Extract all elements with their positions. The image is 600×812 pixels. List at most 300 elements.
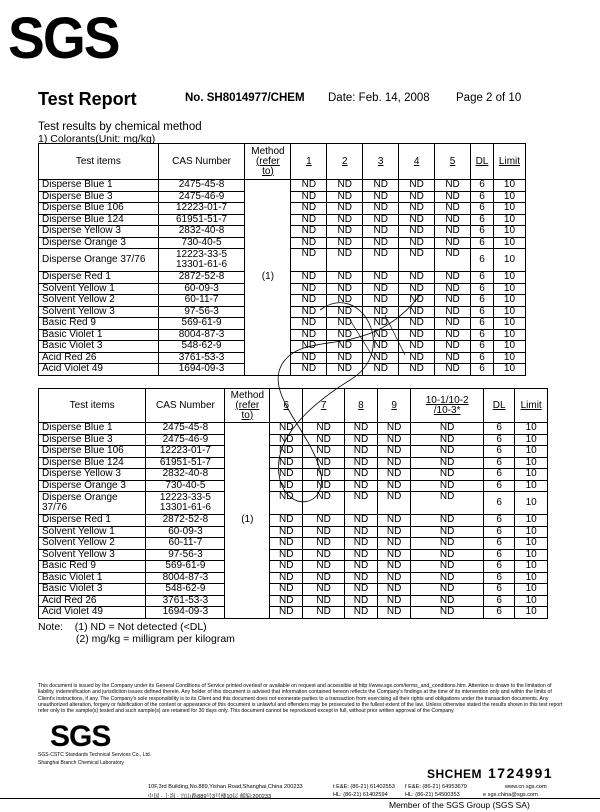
section-title: Test results by chemical method bbox=[38, 121, 202, 133]
test-item-name: Disperse Blue 124 bbox=[39, 457, 146, 469]
detection-limit: 6 bbox=[484, 434, 515, 446]
test-item-name: Disperse Blue 124 bbox=[39, 214, 159, 226]
test-item-name: Disperse Blue 106 bbox=[39, 203, 159, 215]
header-test-items: Test items bbox=[39, 389, 146, 423]
result-cell: ND bbox=[363, 226, 399, 238]
cas-value: 60-11-7 bbox=[184, 294, 219, 306]
address-english: 10F,3rd Building,No.889,Yishan Road,Shanghai,China 200233 bbox=[148, 784, 303, 790]
result-cell: ND bbox=[270, 457, 303, 469]
result-cell: ND bbox=[378, 595, 411, 607]
test-item-name: Basic Violet 1 bbox=[39, 572, 146, 584]
note-1: Note: (1) ND = Not detected (<DL) bbox=[38, 621, 207, 633]
cas-value: 61951-51-7 bbox=[159, 456, 211, 468]
result-cell: ND bbox=[303, 515, 344, 527]
result-cell: ND bbox=[344, 480, 377, 492]
detection-limit: 6 bbox=[484, 572, 515, 584]
result-cell: ND bbox=[270, 561, 303, 573]
cas-number bbox=[158, 203, 245, 215]
result-cell: ND bbox=[378, 572, 411, 584]
detection-limit: 6 bbox=[471, 237, 494, 249]
address-chinese: 中国 · 上海 · 宜山路889号3号楼10层 邮编:200233 bbox=[148, 794, 272, 800]
cas-number bbox=[158, 214, 245, 226]
result-cell: ND bbox=[378, 492, 411, 515]
detection-limit: 6 bbox=[484, 446, 515, 458]
result-cell: ND bbox=[303, 584, 344, 596]
report-title: Test Report bbox=[38, 89, 137, 109]
result-cell: ND bbox=[399, 318, 435, 330]
test-item-name: Disperse Orange 37/76 bbox=[39, 249, 159, 272]
limit-value: 10 bbox=[493, 180, 525, 192]
detection-limit: 6 bbox=[471, 364, 494, 376]
result-cell: ND bbox=[291, 180, 327, 192]
result-cell: ND bbox=[344, 423, 377, 435]
result-cell: ND bbox=[399, 226, 435, 238]
result-cell: ND bbox=[291, 203, 327, 215]
result-cell: ND bbox=[270, 423, 303, 435]
result-cell: ND bbox=[344, 549, 377, 561]
result-cell: ND bbox=[378, 480, 411, 492]
result-cell: ND bbox=[363, 306, 399, 318]
result-cell: ND bbox=[303, 434, 344, 446]
cas-value: 3761-53-3 bbox=[178, 351, 225, 363]
result-cell: ND bbox=[411, 492, 484, 515]
result-cell: ND bbox=[344, 607, 377, 619]
detection-limit: 6 bbox=[484, 526, 515, 538]
cas-number bbox=[158, 249, 245, 272]
test-item-name: Disperse Red 1 bbox=[39, 515, 146, 527]
result-cell: ND bbox=[399, 180, 435, 192]
result-cell: ND bbox=[327, 364, 363, 376]
result-cell: ND bbox=[327, 283, 363, 295]
cas-number bbox=[146, 538, 225, 550]
result-cell: ND bbox=[327, 272, 363, 284]
result-cell: ND bbox=[291, 191, 327, 203]
result-cell: ND bbox=[344, 492, 377, 515]
detection-limit: 6 bbox=[471, 272, 494, 284]
result-cell: ND bbox=[363, 249, 399, 272]
detection-limit: 6 bbox=[471, 226, 494, 238]
limit-value: 10 bbox=[493, 318, 525, 330]
limit-value: 10 bbox=[493, 283, 525, 295]
result-cell: ND bbox=[435, 237, 471, 249]
table-row bbox=[39, 561, 548, 573]
result-cell: ND bbox=[291, 237, 327, 249]
detection-limit: 6 bbox=[484, 584, 515, 596]
limit-value: 10 bbox=[515, 584, 548, 596]
limit-value: 10 bbox=[515, 549, 548, 561]
result-cell: ND bbox=[411, 561, 484, 573]
result-cell: ND bbox=[291, 329, 327, 341]
result-cell: ND bbox=[291, 272, 327, 284]
header-test-items: Test items bbox=[39, 144, 159, 180]
header-cas-number: CAS Number bbox=[158, 144, 245, 180]
result-cell: ND bbox=[303, 526, 344, 538]
result-cell: ND bbox=[399, 191, 435, 203]
cas-number bbox=[158, 180, 245, 192]
header-col-7: 7 bbox=[303, 389, 344, 423]
limit-value: 10 bbox=[493, 226, 525, 238]
result-cell: ND bbox=[363, 352, 399, 364]
result-cell: ND bbox=[378, 515, 411, 527]
test-item-name: Solvent Yellow 1 bbox=[39, 283, 159, 295]
header-col-1: 1 bbox=[291, 144, 327, 180]
limit-value: 10 bbox=[493, 237, 525, 249]
result-cell: ND bbox=[344, 446, 377, 458]
result-cell: ND bbox=[303, 423, 344, 435]
cas-value: 2832-40-8 bbox=[178, 225, 225, 237]
result-cell: ND bbox=[399, 341, 435, 353]
result-cell: ND bbox=[378, 538, 411, 550]
header-col-3: 3 bbox=[363, 144, 399, 180]
result-cell: ND bbox=[270, 434, 303, 446]
result-cell: ND bbox=[411, 515, 484, 527]
result-cell: ND bbox=[411, 480, 484, 492]
website: www.cn.sgs.com bbox=[505, 784, 547, 790]
result-cell: ND bbox=[378, 607, 411, 619]
result-cell: ND bbox=[344, 469, 377, 481]
cas-number bbox=[146, 526, 225, 538]
limit-value: 10 bbox=[515, 446, 548, 458]
test-item-name: Solvent Yellow 2 bbox=[39, 295, 159, 307]
result-cell: ND bbox=[435, 191, 471, 203]
header-col-8: 8 bbox=[344, 389, 377, 423]
result-cell: ND bbox=[399, 329, 435, 341]
result-cell: ND bbox=[270, 480, 303, 492]
result-cell: ND bbox=[344, 457, 377, 469]
header-cas-number: CAS Number bbox=[146, 389, 225, 423]
result-cell: ND bbox=[291, 318, 327, 330]
result-cell: ND bbox=[411, 538, 484, 550]
result-cell: ND bbox=[291, 249, 327, 272]
detection-limit: 6 bbox=[471, 329, 494, 341]
result-cell: ND bbox=[303, 457, 344, 469]
limit-value: 10 bbox=[493, 341, 525, 353]
test-item-name: Disperse Orange 3 bbox=[39, 480, 146, 492]
result-cell: ND bbox=[327, 352, 363, 364]
method-reference: (1) bbox=[225, 423, 270, 619]
lab-reference: SHCHEM 1724991 bbox=[427, 765, 554, 781]
result-cell: ND bbox=[327, 329, 363, 341]
result-cell: ND bbox=[270, 446, 303, 458]
telephone-2: HL: (86-21) 61402594 bbox=[333, 792, 388, 798]
result-cell: ND bbox=[411, 469, 484, 481]
cas-number bbox=[158, 237, 245, 249]
cas-value-2: 13301-61-6 bbox=[159, 502, 211, 513]
header-col-4: 4 bbox=[399, 144, 435, 180]
table-row bbox=[39, 595, 548, 607]
limit-value: 10 bbox=[493, 295, 525, 307]
disclaimer-text: This document is issued by the Company under its General Conditions of Service printed overleaf or available on request and accessible at http://www.sgs.com/terms_and_conditions.htm. Attention is drawn to the limitation of liability, indemnification and jurisdiction issues defined therein. Any holder of this document is advised that information contained hereon reflects the Company's findings at the time of its intervention only and within the limits of Client's instructions, if any. The Company's sole responsibility is to its Client and this document does not exonerate parties to a transaction from exercising all their rights and obligations under the transaction documents. Any unauthorized alteration, forgery or falsification of the content or appearance of this document is unlawful and offenders may be prosecuted to the fullest extent of the law. Unless otherwise stated the results shown in this test report refer only to the sample(s) tested and such sample(s) are retained for 30 days only. This document cannot be reproduced except in full, without prior written approval of the Company. bbox=[38, 683, 563, 715]
company-seal bbox=[38, 720, 152, 766]
result-cell: ND bbox=[344, 515, 377, 527]
result-cell: ND bbox=[327, 237, 363, 249]
header-limit: Limit bbox=[493, 144, 525, 180]
result-cell: ND bbox=[435, 249, 471, 272]
seal-line-1: SGS-CSTC Standards Technical Services Co., Ltd. bbox=[38, 752, 152, 758]
cas-value: 1694-09-3 bbox=[162, 606, 209, 618]
limit-value: 10 bbox=[515, 434, 548, 446]
cas-value: 2475-45-8 bbox=[162, 422, 209, 434]
result-cell: ND bbox=[378, 526, 411, 538]
header-dl: DL bbox=[484, 389, 515, 423]
limit-value: 10 bbox=[493, 214, 525, 226]
result-cell: ND bbox=[363, 214, 399, 226]
result-cell: ND bbox=[344, 526, 377, 538]
header-col-2: 2 bbox=[327, 144, 363, 180]
test-item-name: Solvent Yellow 3 bbox=[39, 549, 146, 561]
result-cell: ND bbox=[363, 180, 399, 192]
cas-value: 60-11-7 bbox=[168, 537, 203, 549]
report-date: Date: Feb. 14, 2008 bbox=[328, 92, 430, 104]
test-item-name: Basic Violet 3 bbox=[39, 341, 159, 353]
cas-value: 2475-45-8 bbox=[178, 179, 225, 191]
result-cell: ND bbox=[435, 341, 471, 353]
header-method: Method (refer to) bbox=[245, 144, 291, 180]
test-item-name: Disperse Blue 3 bbox=[39, 434, 146, 446]
result-cell: ND bbox=[411, 572, 484, 584]
result-cell: ND bbox=[291, 214, 327, 226]
result-cell: ND bbox=[399, 237, 435, 249]
limit-value: 10 bbox=[493, 329, 525, 341]
cas-number bbox=[146, 549, 225, 561]
result-cell: ND bbox=[378, 434, 411, 446]
table-row bbox=[39, 549, 548, 561]
detection-limit: 6 bbox=[471, 318, 494, 330]
table-row bbox=[39, 538, 548, 550]
result-cell: ND bbox=[363, 272, 399, 284]
result-cell: ND bbox=[399, 306, 435, 318]
cas-number bbox=[158, 226, 245, 238]
result-cell: ND bbox=[344, 584, 377, 596]
result-cell: ND bbox=[411, 423, 484, 435]
cas-number bbox=[146, 561, 225, 573]
table-row bbox=[39, 607, 548, 619]
test-item-name: Disperse Orange 37/76 bbox=[39, 492, 146, 515]
result-cell: ND bbox=[435, 180, 471, 192]
test-item-name: Acid Violet 49 bbox=[39, 607, 146, 619]
note-2: (2) mg/kg = milligram per kilogram bbox=[38, 633, 235, 645]
result-cell: ND bbox=[291, 364, 327, 376]
cas-number bbox=[158, 191, 245, 203]
result-cell: ND bbox=[344, 595, 377, 607]
result-cell: ND bbox=[399, 249, 435, 272]
result-cell: ND bbox=[363, 341, 399, 353]
limit-value: 10 bbox=[493, 352, 525, 364]
cas-value: 60-09-3 bbox=[168, 525, 203, 537]
table-row bbox=[39, 180, 526, 192]
table-row bbox=[39, 572, 548, 584]
result-cell: ND bbox=[327, 226, 363, 238]
result-cell: ND bbox=[378, 469, 411, 481]
cas-number bbox=[146, 572, 225, 584]
header-dl: DL bbox=[471, 144, 494, 180]
detection-limit: 6 bbox=[471, 180, 494, 192]
result-cell: ND bbox=[399, 295, 435, 307]
test-item-name: Basic Violet 3 bbox=[39, 584, 146, 596]
test-item-name: Acid Red 26 bbox=[39, 352, 159, 364]
detection-limit: 6 bbox=[484, 515, 515, 527]
result-cell: ND bbox=[411, 584, 484, 596]
test-item-name: Solvent Yellow 3 bbox=[39, 306, 159, 318]
header-method: Method (refer to) bbox=[225, 389, 270, 423]
limit-value: 10 bbox=[493, 364, 525, 376]
cas-number bbox=[146, 607, 225, 619]
result-cell: ND bbox=[327, 214, 363, 226]
result-cell: ND bbox=[435, 283, 471, 295]
table-row bbox=[39, 584, 548, 596]
result-cell: ND bbox=[327, 180, 363, 192]
seal-line-2: Shanghai Branch Chemical Laboratory bbox=[38, 760, 124, 766]
result-cell: ND bbox=[291, 283, 327, 295]
result-cell: ND bbox=[378, 457, 411, 469]
detection-limit: 6 bbox=[484, 469, 515, 481]
result-cell: ND bbox=[344, 561, 377, 573]
cas-value: 3761-53-3 bbox=[162, 594, 209, 606]
result-cell: ND bbox=[411, 549, 484, 561]
cas-value: 97-56-3 bbox=[184, 305, 219, 317]
limit-value: 10 bbox=[493, 272, 525, 284]
result-cell: ND bbox=[363, 329, 399, 341]
detection-limit: 6 bbox=[484, 549, 515, 561]
cas-value: 12223-01-7 bbox=[175, 202, 228, 214]
test-item-name: Disperse Yellow 3 bbox=[39, 226, 159, 238]
result-cell: ND bbox=[303, 480, 344, 492]
pen-scribble-mark bbox=[200, 290, 460, 520]
test-item-name: Disperse Blue 1 bbox=[39, 423, 146, 435]
header-col-6: 6 bbox=[270, 389, 303, 423]
detection-limit: 6 bbox=[471, 306, 494, 318]
limit-value: 10 bbox=[515, 572, 548, 584]
detection-limit: 6 bbox=[484, 457, 515, 469]
cas-value: 2872-52-8 bbox=[178, 271, 225, 283]
detection-limit: 6 bbox=[484, 492, 515, 515]
result-cell: ND bbox=[411, 526, 484, 538]
limit-value: 10 bbox=[515, 595, 548, 607]
limit-value: 10 bbox=[493, 306, 525, 318]
method-reference: (1) bbox=[245, 180, 291, 376]
result-cell: ND bbox=[435, 318, 471, 330]
result-cell: ND bbox=[411, 434, 484, 446]
result-cell: ND bbox=[399, 203, 435, 215]
limit-value: 10 bbox=[515, 607, 548, 619]
seal-logo: SGS bbox=[50, 720, 111, 753]
result-cell: ND bbox=[363, 203, 399, 215]
result-cell: ND bbox=[435, 203, 471, 215]
detection-limit: 6 bbox=[471, 249, 494, 272]
cas-number bbox=[146, 584, 225, 596]
result-cell: ND bbox=[363, 283, 399, 295]
result-cell: ND bbox=[435, 272, 471, 284]
test-item-name: Disperse Yellow 3 bbox=[39, 469, 146, 481]
cas-value-2: 13301-61-6 bbox=[175, 259, 228, 270]
result-cell: ND bbox=[327, 341, 363, 353]
result-cell: ND bbox=[435, 364, 471, 376]
header-limit: Limit bbox=[515, 389, 548, 423]
result-cell: ND bbox=[435, 226, 471, 238]
detection-limit: 6 bbox=[484, 480, 515, 492]
detection-limit: 6 bbox=[484, 423, 515, 435]
cas-value: 569-61-9 bbox=[181, 317, 222, 329]
header-col-9: 9 bbox=[378, 389, 411, 423]
test-item-name: Basic Red 9 bbox=[39, 561, 146, 573]
result-cell: ND bbox=[435, 329, 471, 341]
result-cell: ND bbox=[270, 549, 303, 561]
result-cell: ND bbox=[344, 434, 377, 446]
result-cell: ND bbox=[435, 306, 471, 318]
result-cell: ND bbox=[378, 561, 411, 573]
cas-value: 12223-01-7 bbox=[159, 445, 211, 457]
limit-value: 10 bbox=[515, 423, 548, 435]
detection-limit: 6 bbox=[471, 203, 494, 215]
result-cell: ND bbox=[435, 352, 471, 364]
result-cell: ND bbox=[378, 549, 411, 561]
cas-value: 12223-33-5 bbox=[159, 492, 211, 503]
cas-value: 730-40-5 bbox=[165, 479, 206, 491]
cas-number bbox=[146, 595, 225, 607]
limit-value: 10 bbox=[515, 561, 548, 573]
result-cell: ND bbox=[291, 295, 327, 307]
result-cell: ND bbox=[411, 446, 484, 458]
result-cell: ND bbox=[363, 295, 399, 307]
limit-value: 10 bbox=[515, 457, 548, 469]
detection-limit: 6 bbox=[484, 561, 515, 573]
test-item-name: Solvent Yellow 2 bbox=[39, 538, 146, 550]
test-item-name: Solvent Yellow 1 bbox=[39, 526, 146, 538]
header-col-10: 10-1/10-2 /10-3* bbox=[411, 389, 484, 423]
result-cell: ND bbox=[327, 295, 363, 307]
member-statement: Member of the SGS Group (SGS SA) bbox=[389, 800, 530, 810]
test-item-name: Acid Violet 49 bbox=[39, 364, 159, 376]
limit-value: 10 bbox=[515, 526, 548, 538]
detection-limit: 6 bbox=[471, 352, 494, 364]
result-cell: ND bbox=[303, 492, 344, 515]
test-item-name: Disperse Blue 1 bbox=[39, 180, 159, 192]
cas-value: 97-56-3 bbox=[168, 548, 203, 560]
detection-limit: 6 bbox=[471, 191, 494, 203]
result-cell: ND bbox=[291, 352, 327, 364]
result-cell: ND bbox=[303, 561, 344, 573]
result-cell: ND bbox=[270, 526, 303, 538]
limit-value: 10 bbox=[515, 538, 548, 550]
test-item-name: Disperse Red 1 bbox=[39, 272, 159, 284]
result-cell: ND bbox=[435, 295, 471, 307]
result-cell: ND bbox=[270, 572, 303, 584]
result-cell: ND bbox=[378, 446, 411, 458]
table-row bbox=[39, 526, 548, 538]
limit-value: 10 bbox=[493, 203, 525, 215]
limit-value: 10 bbox=[515, 492, 548, 515]
result-cell: ND bbox=[363, 364, 399, 376]
detection-limit: 6 bbox=[471, 283, 494, 295]
result-cell: ND bbox=[291, 306, 327, 318]
result-cell: ND bbox=[327, 318, 363, 330]
result-cell: ND bbox=[399, 272, 435, 284]
result-cell: ND bbox=[270, 595, 303, 607]
result-cell: ND bbox=[399, 352, 435, 364]
section-subtitle: 1) Colorants(Unit: mg/kg) bbox=[38, 133, 156, 145]
result-cell: ND bbox=[327, 249, 363, 272]
test-item-name: Disperse Blue 3 bbox=[39, 191, 159, 203]
cas-value: 2475-46-9 bbox=[162, 433, 209, 445]
limit-value: 10 bbox=[515, 469, 548, 481]
sgs-logo: SGS bbox=[8, 6, 119, 71]
detection-limit: 6 bbox=[484, 538, 515, 550]
limit-value: 10 bbox=[493, 191, 525, 203]
test-item-name: Basic Violet 1 bbox=[39, 329, 159, 341]
result-cell: ND bbox=[303, 549, 344, 561]
result-cell: ND bbox=[399, 214, 435, 226]
test-item-name: Disperse Orange 3 bbox=[39, 237, 159, 249]
